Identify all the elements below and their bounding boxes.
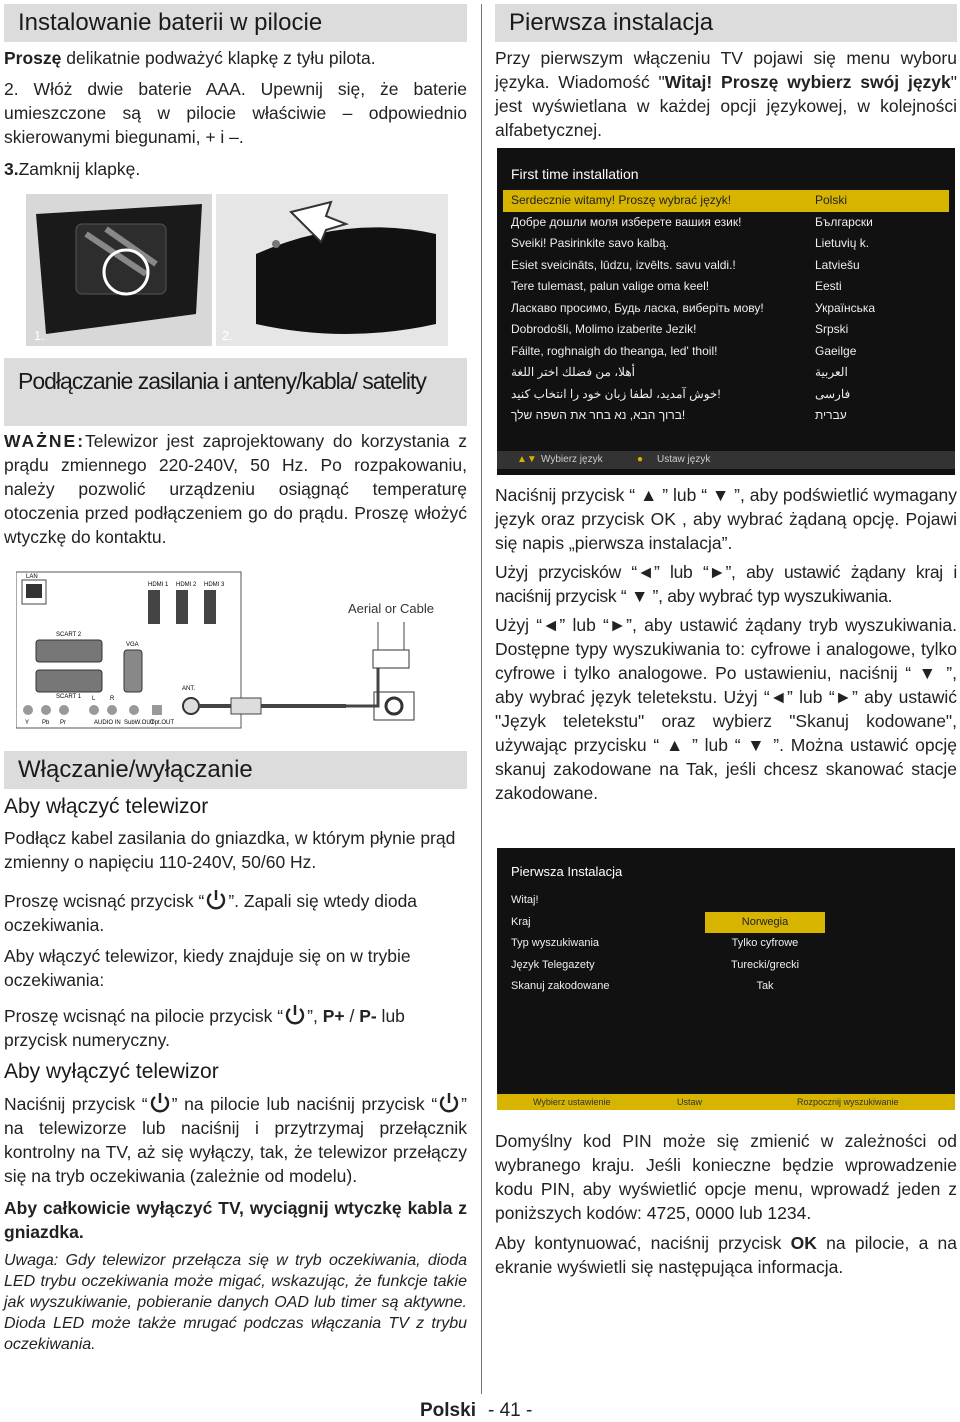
photo-label-1: 1. [34, 328, 45, 343]
onoff-p6: Aby całkowicie wyłączyć TV, wyciągnij wtyczkę kabla z gniazdka. [4, 1198, 467, 1242]
language-menu-footer [497, 451, 955, 469]
setting-label: Język Telegazety [511, 958, 595, 971]
warning-bold: WAŻNE: [4, 431, 86, 451]
language-row[interactable] [503, 384, 949, 406]
warning-text: Telewizor jest zaprojektowany do korzystania z prądu zmiennego 220-240V, 50 Hz. Po rozpakowaniu, należy pozwolić urządzeniu osiągnąć temperaturę otoczenia przed podłączeniem go do prądu. Proszę włożyć wtyczkę do kontaktu. [4, 431, 467, 547]
footer-set: Ustaw [677, 1097, 703, 1107]
column-divider [481, 4, 482, 1394]
language-message: Sveiki! Pasirinkite savo kalbą. [511, 236, 670, 250]
footer-select-language: Wybierz język [541, 454, 603, 465]
ok-icon: ● [637, 454, 644, 465]
setting-label: Kraj [511, 915, 531, 928]
language-name: Українська [815, 300, 876, 315]
language-row[interactable] [503, 319, 949, 341]
footer-start-search: Rozpocznij wyszukiwanie [797, 1097, 899, 1107]
turn-on-subheading: Aby włączyć telewizor [4, 795, 209, 818]
left-column [4, 0, 467, 1353]
hdmi2-label: HDMI 2 [176, 582, 197, 588]
onoff-p1: Podłącz kabel zasilania do gniazdka, w którym płynie prąd zmienny o napięciu 110-240V, 50/60 Hz. [4, 828, 456, 872]
setting-label: Typ wyszukiwania [511, 937, 600, 949]
lan-label: LAN [26, 574, 38, 580]
language-row[interactable] [503, 341, 949, 363]
language-menu-screenshot [497, 148, 955, 475]
step1-bold: Proszę [4, 48, 62, 68]
hdmi3-label: HDMI 3 [204, 582, 225, 588]
connector-diagram [16, 570, 466, 730]
language-message: ברוך הבא, נא בחר את השפה שלך! [511, 408, 686, 422]
language-row[interactable] [503, 233, 949, 255]
first-install-p1: Przy pierwszym włączeniu TV pojawi się menu wyboru języka. Wiadomość "Witaj! Proszę wybierz swój język" jest wyświetlana w każdej opcji językowej, w kolejności alfabetycznej. [495, 48, 957, 140]
install-settings-list [497, 890, 955, 998]
opt-label: Opt.OUT [150, 720, 175, 726]
continue-paragraph: Aby kontynuować, naciśnij przycisk OK na pilocie, a na ekranie wyświetli się następująca informacja. [495, 1233, 957, 1277]
battery-photos [26, 194, 448, 346]
install-setting-row[interactable] [509, 976, 943, 998]
language-message: Ласкаво просимо, Будь ласка, виберіть мову! [511, 300, 764, 315]
first-install-heading: Pierwsza instalacja [495, 4, 957, 42]
right-body-2 [495, 1129, 957, 1279]
vga-label: VGA [126, 642, 139, 648]
battery-step-2: 2. Włóż dwie baterie AAA. Upewnij się, że baterie umieszczone są w pilocie właściwie – odpowiednio skierowanymi biegunami, + i –. [4, 79, 467, 147]
install-setting-row[interactable] [509, 955, 943, 977]
power-icon [283, 1003, 307, 1027]
first-install-p4: Użyj “◄” lub “►”, aby ustawić żądany tryb wyszukiwania. Dostępne typy wyszukiwania to: cyfrowe i analogowe, tylko cyfrowe i tylko analogowe. Po ustawieniu, naciśnij “ ▼ ”, aby wybrać język teletekstu. Użyj “◄” lub “►” aby ustawić "Język teletekstu" oraz wybierz "Skanuj kodowane", używając przycisku “ ▲ ” lub “ ▼ ”. Można ustawić opcję skanuj zakodowane na Tak, jeśli chcesz skanować stacje zakodowane. [495, 615, 957, 803]
install-setting-row[interactable] [509, 933, 943, 955]
footer-language: Polski [420, 1400, 476, 1421]
step3-text: Zamknij klapkę. [18, 159, 141, 179]
battery-heading: Instalowanie baterii w pilocie [4, 4, 467, 42]
photo-label-2: 2. [222, 328, 233, 343]
language-name: Gaeilge [815, 343, 857, 358]
onoff-body [4, 788, 467, 1355]
setting-value: Norwegia [705, 912, 825, 934]
remote-photo-illustration [26, 194, 448, 346]
language-message: خوش آمدید، لطفا زبان خود را انتخاب کنید! [511, 386, 721, 401]
language-name: العربية [815, 365, 848, 379]
aerial-label: Aerial or Cable [348, 601, 434, 616]
nav-icon: ▲▼ [517, 454, 537, 465]
language-name: Eesti [815, 279, 842, 293]
audio-in-label: AUDIO IN [94, 720, 121, 726]
language-row[interactable] [503, 255, 949, 277]
setting-value: Tylko cyfrowe [731, 937, 799, 949]
tv-back-panel-diagram [16, 570, 466, 730]
language-row[interactable] [503, 190, 949, 212]
language-name: Srpski [815, 322, 849, 336]
l-label: L [92, 696, 96, 702]
language-name: Polski [815, 193, 848, 207]
power-heading: Podłączanie zasilania i anteny/kabla/ satelity [4, 358, 467, 426]
page-number: - 41 - [487, 1400, 533, 1421]
language-row[interactable] [503, 276, 949, 298]
scart2-label: SCART 2 [56, 632, 82, 638]
language-message: Esiet sveicināts, lūdzu, izvēlts. savu valdi.! [511, 257, 736, 272]
first-install-p3: Użyj przycisków “◄” lub “►”, aby ustawić żądany kraj i naciśnij przycisk “ ▼ ”, aby wybrać typ wyszukiwania. [495, 562, 957, 606]
turn-off-subheading: Aby wyłączyć telewizor [4, 1060, 219, 1083]
language-name: Lietuvių k. [815, 236, 870, 250]
language-message: Dobrodošli, Molimo izaberite Jezik! [511, 322, 697, 336]
r-label: R [110, 696, 115, 702]
page-footer [420, 1400, 532, 1422]
language-message: أهلا، من فضلك اختر اللغة [511, 365, 636, 379]
power-icon [204, 888, 228, 912]
step1-text: delikatnie podważyć klapkę z tyłu pilota. [61, 48, 376, 68]
pin-paragraph: Domyślny kod PIN może się zmienić w zależności od wybranego kraju. Jeśli konieczne będzie wprowadzenie kodu PIN, aby wyświetlić opcje menu, wprowadź jeden z poniższych kodów: 4725, 0000 lub 1234. [495, 1131, 957, 1223]
power-warning [4, 429, 467, 549]
language-message: Tere tulemast, palun valige oma keel! [511, 279, 710, 293]
onoff-note: Uwaga: Gdy telewizor przełącza się w tryb oczekiwania, dioda LED trybu oczekiwania może migać, wskazując, że funkcje takie jak wyszukiwanie, pobieranie danych OAD lub timer są aktywne. Dioda LED może także mrugać podczas włączania TV z trybu oczekiwania. [4, 1252, 467, 1353]
pb-label: Pb [42, 720, 50, 726]
first-install-p2: Naciśnij przycisk “ ▲ ” lub “ ▼ ”, aby podświetlić wymagany język oraz przycisk OK , aby wybrać żądaną opcję. Pojawi się napis „pierwsza instalacja”. [495, 485, 957, 553]
right-column [495, 0, 957, 1277]
onoff-p2: Proszę wcisnąć przycisk “ ”. Zapali się wtedy dioda oczekiwania. [4, 888, 467, 937]
battery-step-1 [4, 46, 467, 70]
power-icon [148, 1091, 172, 1115]
footer-set-language: Ustaw język [657, 454, 711, 465]
language-name: עברית [815, 408, 847, 422]
language-message: Serdecznie witamy! Proszę wybrać język! [511, 193, 732, 207]
onoff-heading: Włączanie/wyłączanie [4, 751, 467, 789]
pr-label: Pr [60, 720, 66, 726]
onoff-p4: Proszę wcisnąć na pilocie przycisk “ ”, P+ / P- lub przycisk numeryczny. [4, 1003, 467, 1052]
battery-step-3 [4, 157, 467, 181]
power-icon [437, 1091, 461, 1115]
footer-select-setting: Wybierz ustawienie [533, 1097, 611, 1107]
language-row[interactable] [503, 405, 949, 427]
language-row[interactable] [503, 298, 949, 320]
ant-label: ANT. [182, 686, 196, 692]
language-list [497, 190, 955, 427]
setting-value: Tak [756, 980, 774, 992]
language-row[interactable] [503, 362, 949, 384]
scart1-label: SCART 1 [56, 694, 82, 700]
setting-value: Turecki/grecki [730, 958, 800, 971]
language-name: فارسی [815, 386, 851, 401]
language-message: Добре дошли моля изберете вашия език! [511, 214, 742, 229]
onoff-p5: Naciśnij przycisk “ ” na pilocie lub naciśnij przycisk “ ” na telewizorze lub naciśnij i przytrzymaj przełącznik kontrolny na TV, aż się wyłączy, tak, że telewizor przełączy się na tryb oczekiwania (zależnie od modelu). [4, 1091, 467, 1188]
install-menu-screenshot [497, 848, 955, 1110]
language-name: Български [815, 214, 873, 229]
install-menu-footer [497, 1094, 955, 1110]
language-menu-header: First time installation [511, 166, 639, 182]
hdmi1-label: HDMI 1 [148, 582, 169, 588]
step3-num: 3. [4, 159, 19, 179]
language-name: Latviešu [815, 257, 860, 272]
install-setting-row[interactable] [509, 890, 943, 912]
onoff-p3: Aby włączyć telewizor, kiedy znajduje się on w trybie oczekiwania: [4, 946, 411, 990]
setting-label: Skanuj zakodowane [511, 980, 610, 992]
right-body-1 [495, 483, 957, 805]
subw-label: SubW.OUT [124, 720, 155, 726]
y-label: Y [25, 720, 30, 726]
install-setting-row[interactable] [509, 912, 943, 934]
language-row[interactable] [503, 212, 949, 234]
setting-label: Witaj! [511, 894, 539, 906]
install-menu-header: Pierwsza Instalacja [511, 864, 623, 879]
language-message: Fáilte, roghnaigh do theanga, led' thoil! [511, 343, 718, 358]
